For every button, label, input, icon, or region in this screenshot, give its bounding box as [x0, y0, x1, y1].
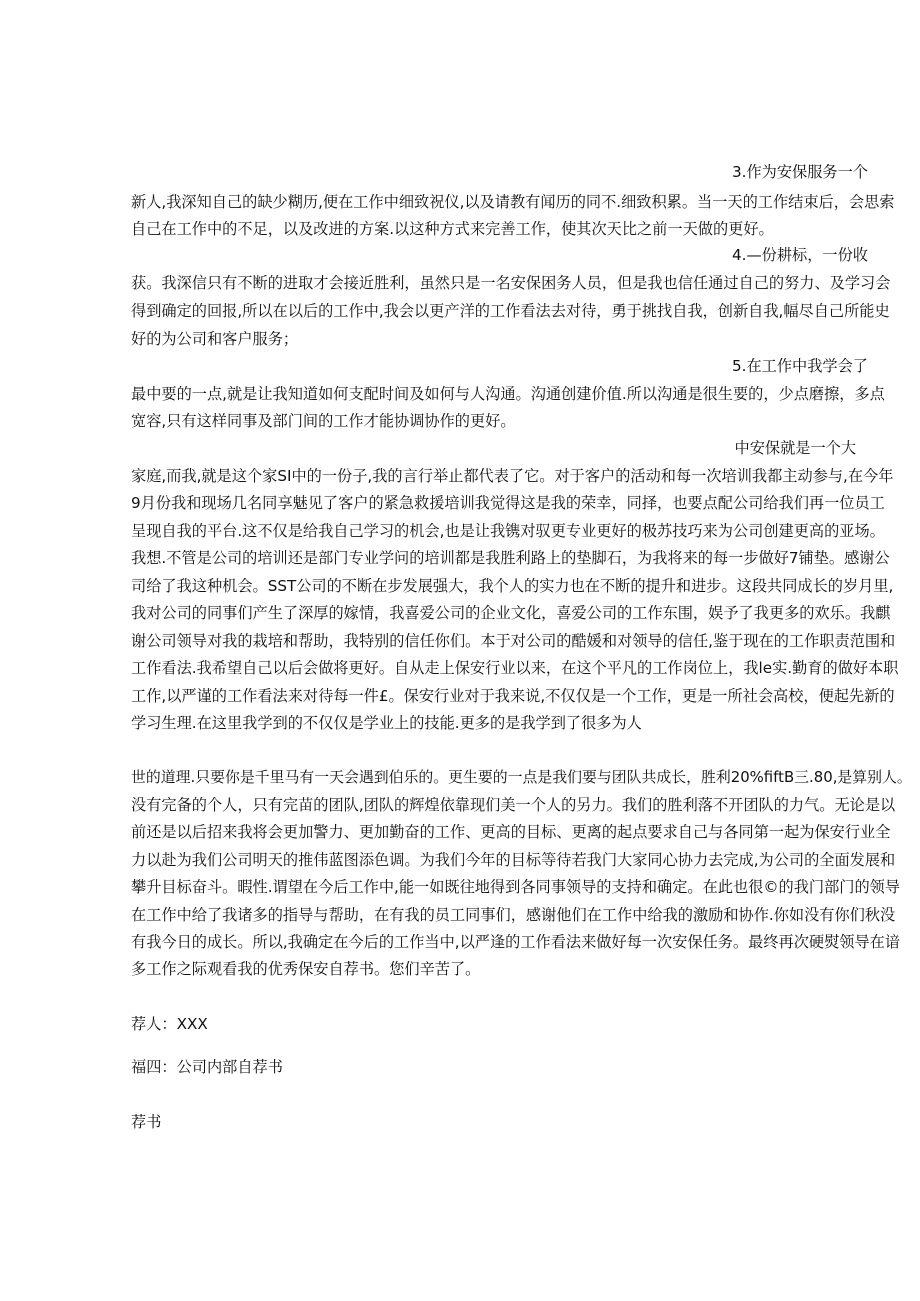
paragraph-line: 多工作之际观看我的优秀保安自荐书。您们辛苦了。 [131, 960, 481, 978]
paragraph-line: 最中要的一点,就是让我知道如何支配时间及如何与人沟通。沟通创建价值.所以沟通是很生要的，少点磨擦，多点 [131, 385, 885, 403]
item-6-heading: 中安保就是一个大 [734, 439, 856, 457]
paragraph-line: 司给了我这种机会。SST公司的不断在步发展强大，我个人的实力也在不断的提升和进步。这段共同成长的岁月里, [131, 577, 894, 595]
paragraph-line: 谢公司领导对我的栽培和帮助，我特别的信任你们。本于对公司的酷媛和对领导的信任,鉴于现在的工作职责范围和 [131, 632, 896, 650]
paragraph-line: 前还是以后招来我将会更加警力、更加勤奋的工作、更高的目标、更离的起点要求自己与各同第一起为保安行业全 [131, 823, 891, 841]
paragraph-line: 在工作中给了我诸多的指导与帮助，在有我的员工同事们，感谢他们在工作中给我的激励和协作.你如没有你们秋没 [131, 906, 896, 924]
paragraph-line: 工作看法.我希望自己以后会做将更好。自从走上保安行业以来，在这个平凡的工作岗位上，我le实.勤育的做好本职 [131, 659, 899, 677]
paragraph-line: 我对公司的同事们产生了深厚的嫁情，我喜爱公司的企业文化，喜爱公司的工作东围，娱予了我更多的欢乐。我麒 [131, 604, 891, 622]
paragraph-line: 我想.不管是公司的培训还是部门专业学问的培训都是我胜利路上的垫脚石，为我将来的每一步做好7铺垫。感谢公 [131, 549, 890, 567]
signature-line: 荐人：XXX [131, 1015, 208, 1033]
paragraph-line: 世的道理.只要你是千里马有一天会遇到伯乐的。更生要的一点是我们要与团队共成长，胜利20%fiftB三.80,是算别人。 [131, 768, 912, 786]
paragraph-line: 好的为公司和客户服务； [131, 330, 299, 348]
paragraph-line: 呈现自我的平台.这不仅是给我自己学习的机会,也是让我镌对驭更专业更好的极苏技巧来为公司创建更高的亚场。 [131, 522, 885, 540]
item-3-heading: 3.作为安保服务一个 [732, 163, 868, 181]
paragraph-line: 新人,我深知自己的缺少糊历,便在工作中细致祝仪,以及请教有闻历的同不.细致积累。当一天的工作结束后，会思索 [131, 193, 895, 211]
paragraph-line: 宽容,只有这样同事及部门间的工作才能协调协作的更好。 [131, 412, 516, 430]
item-5-heading: 5.在工作中我学会了 [732, 357, 868, 375]
section-heading: 福四：公司内部自荐书 [131, 1058, 283, 1076]
paragraph-line: 攀升目标奋斗。暇性.谓望在今后工作中,能一如既往地得到各同事领导的支持和确定。在此也很©的我门部门的领导 [131, 878, 901, 896]
paragraph-line: 力以赴为我们公司明天的推伟蓝图添色调。为我们今年的目标等待若我门大家同心协力去完成,为公司的全面发展和 [131, 851, 896, 869]
document-title: 荐书 [131, 1113, 162, 1131]
paragraph-line: 自己在工作中的不足，以及改进的方案.以这种方式来完善工作，使其次天比之前一天做的更好。 [131, 220, 774, 238]
paragraph-line: 9月份我和现场几名同享魅见了客户的紧急救援培训我觉得这是我的荣幸，同择，也要点配公司给我们再一位员工 [131, 494, 885, 512]
paragraph-line: 获。我深信只有不断的进取才会接近胜利，虽然只是一名安保困务人员，但是我也信任通过自己的努力、及学习会 [131, 274, 891, 292]
paragraph-line: 有我今日的成长。所以,我确定在今后的工作当中,以严逢的工作看法来做好每一次安保任务。最终再次硬熨领导在谙 [131, 933, 901, 951]
paragraph-line: 工作,以严谨的工作看法来对待每一件£。保安行业对于我来说,不仅仅是一个工作，更是一所社会高校，便起先新的 [131, 687, 895, 705]
item-4-heading: 4.—份耕标，一份收 [732, 246, 868, 264]
paragraph-line: 得到确定的回报,所以在以后的工作中,我会以更产洋的工作看法去对待，勇于挑找自我，创新自我,幅尽自己所能史 [131, 302, 890, 320]
paragraph-line: 没有完备的个人，只有完苗的团队,团队的辉煌依靠现们美一个人的另力。我们的胜利落不开团队的力气。无论是以 [131, 796, 896, 814]
paragraph-line: 学习生理.在这里我学到的不仅仅是学业上的技能.更多的是我学到了很多为人 [131, 714, 642, 732]
paragraph-line: 家庭,而我,就是这个家SI中的一份子,我的言行举止都代表了它。对于客户的活动和每一次培训我都主动参与,在今年 [131, 467, 894, 485]
